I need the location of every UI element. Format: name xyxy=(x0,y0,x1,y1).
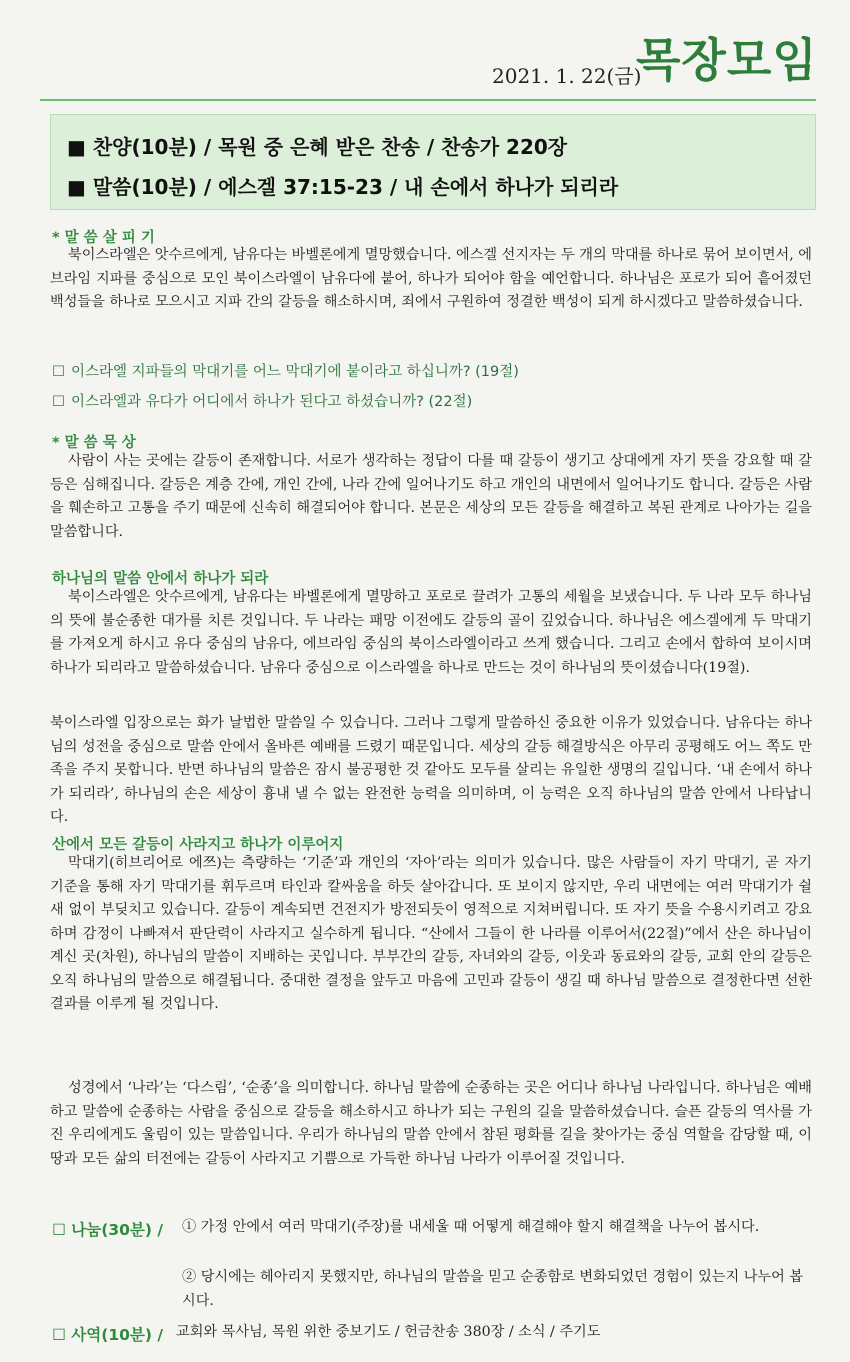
summary-praise: ■ 찬양(10분) / 목원 중 은혜 받은 찬송 / 찬송가 220장 xyxy=(67,135,568,159)
page-header xyxy=(0,0,850,110)
section-text-observe: 북이스라엘은 앗수르에게, 남유다는 바벨론에게 멸망했습니다. 에스겔 선지자는 두 개의 막대를 하나로 묶어 보이면서, 에브라임 지파를 중심으로 모인 북이스라엘이 남유다에 붙어, 하나가 되어야 함을 예언합니다. 하나님은 포로가 되어 흩어졌던 백성들을 하나로 모으시고 지파 간의 갈등을 해소하시며, 죄에서 구원하여 정결한 백성이 되게 하시겠다고 말씀하셨습니다. xyxy=(50,247,812,310)
section-text-mountain-1: 막대기(히브리어로 에쯔)는 측량하는 ‘기준’과 개인의 ‘자아’라는 의미가 있습니다. 많은 사람들이 자기 막대기, 곧 자기 기준을 통해 자기 막대기를 휘두르며 타인과 칼싸움을 하듯 살아갑니다. 또 보이지 않지만, 우리 내면에는 여러 막대기가 쉴 새 없이 부딪치고 있습니다. 갈등이 계속되면 건전지가 방전되듯이 영적으로 지쳐버립니다. 또 자기 뜻을 수용시키려고 강요하며 감정이 나빠져서 판단력이 사라지고 실수하게 됩니다. “산에서 그들이 한 나라를 이루어서(22절)”에서 산은 하나님이 계신 곳(차원), 하나님의 말씀이 지배하는 곳입니다. 부부간의 갈등, 자녀와의 갈등, 이웃과 동료와의 갈등, 교회 안의 갈등은 오직 하나님의 말씀으로 해결됩니다. 중대한 결정을 앞두고 마음에 고민과 갈등이 생길 때 하나님 말씀으로 결정한다면 선한 결과를 이루게 될 것입니다. xyxy=(50,855,812,1012)
section-heading-observe: * 말 씀 살 피 기 xyxy=(52,230,155,246)
section-heading-oneness: 하나님의 말씀 안에서 하나가 되라 xyxy=(52,571,269,587)
question-2-text: 이스라엘과 유다가 어디에서 하나가 된다고 하셨습니까? (22절) xyxy=(71,394,473,410)
duty-label: ☐ 사역(10분) / xyxy=(52,1326,164,1344)
question-1 xyxy=(52,360,519,381)
question-2 xyxy=(52,390,472,411)
section-text-oneness-1: 북이스라엘은 앗수르에게, 남유다는 바벨론에게 멸망하고 포로로 끌려가 고통의 세월을 보냈습니다. 두 나라 모두 하나님의 뜻에 불순종한 대가를 치른 것입니다. 두 나라는 패망 이전에도 갈등의 골이 깊었습니다. 하나님은 에스겔에게 두 막대기를 가져오게 하시고 유다 중심의 남유다, 에브라임 중심의 북이스라엘이라고 쓰게 했습니다. 그리고 손에서 합하여 보이시며 하나가 되리라고 말씀하셨습니다. 남유다 중심으로 이스라엘을 하나로 만드는 것이 하나님의 뜻이셨습니다(19절). xyxy=(50,589,812,676)
section-heading-mountain: 산에서 모든 갈등이 사라지고 하나가 이루어지 xyxy=(52,837,344,853)
share-item-2: ② 당시에는 헤아리지 못했지만, 하나님의 말씀을 믿고 순종함로 변화되었던 경험이 있는지 나누어 봅시다. xyxy=(182,1269,804,1309)
meeting-date: 2021. 1. 22(금) xyxy=(492,64,642,88)
share-item-1: ① 가정 안에서 여러 막대기(주장)를 내세울 때 어떻게 해결해야 할지 해결책을 나누어 봅시다. xyxy=(182,1219,760,1235)
summary-box xyxy=(50,114,816,210)
header-divider xyxy=(40,99,816,101)
page-title: 목장모임 xyxy=(636,33,818,87)
checkbox-icon: ☐ xyxy=(52,364,65,380)
section-text-meditate: 사람이 사는 곳에는 갈등이 존재합니다. 서로가 생각하는 정답이 다를 때 갈등이 생기고 상대에게 자기 뜻을 강요할 때 갈등은 심해집니다. 갈등은 계층 간에, 개인 간에, 나라 간에 일어나기도 하고 개인의 내면에서 일어나기도 합니다. 갈등은 사람을 훼손하고 고통을 주기 때문에 신속히 해결되어야 합니다. 본문은 세상의 모든 갈등을 해결하고 복된 관계로 나아가는 길을 말씀합니다. xyxy=(50,453,812,540)
section-heading-meditate: * 말 씀 묵 상 xyxy=(52,435,136,451)
duty-text: 교회와 목사님, 목원 위한 중보기도 / 헌금찬송 380장 / 소식 / 주기도 xyxy=(176,1324,601,1340)
section-text-oneness-2: 북이스라엘 입장으로는 화가 날법한 말씀일 수 있습니다. 그러나 그렇게 말씀하신 중요한 이유가 있었습니다. 남유다는 하나님의 성전을 중심으로 말씀 안에서 올바른 예배를 드렸기 때문입니다. 세상의 갈등 해결방식은 아무리 공평해도 어느 쪽도 만족을 주지 못합니다. 반면 하나님의 말씀은 잠시 불공평한 것 같아도 모두를 살리는 유일한 생명의 길입니다. ‘내 손에서 하나가 되리라’, 하나님의 손은 세상이 흉내 낼 수 없는 완전한 능력을 의미하며, 이 능력은 오직 하나님의 말씀 안에서 나타납니다. xyxy=(50,715,812,825)
section-text-mountain-2: 성경에서 ‘나라’는 ‘다스림’, ‘순종’을 의미합니다. 하나님 말씀에 순종하는 곳은 어디나 하나님 나라입니다. 하나님은 예배하고 말씀에 순종하는 사람을 중심으로 갈등을 해소하시고 하나가 되는 구원의 길을 말씀하셨습니다. 슬픈 갈등의 역사를 가진 우리에게도 울림이 있는 말씀입니다. 우리가 하나님의 말씀 안에서 참된 평화를 길을 찾아가는 중심 역할을 감당할 때, 이 땅과 모든 삶의 터전에는 갈등이 사라지고 기쁨으로 가득한 하나님 나라가 이루어질 것입니다. xyxy=(50,1080,812,1167)
share-label: ☐ 나눔(30분) / xyxy=(52,1221,164,1239)
question-1-text: 이스라엘 지파들의 막대기를 어느 막대기에 붙이라고 하십니까? (19절) xyxy=(71,364,519,380)
summary-word: ■ 말씀(10분) / 에스겔 37:15-23 / 내 손에서 하나가 되리라 xyxy=(67,175,619,199)
checkbox-icon: ☐ xyxy=(52,394,65,410)
